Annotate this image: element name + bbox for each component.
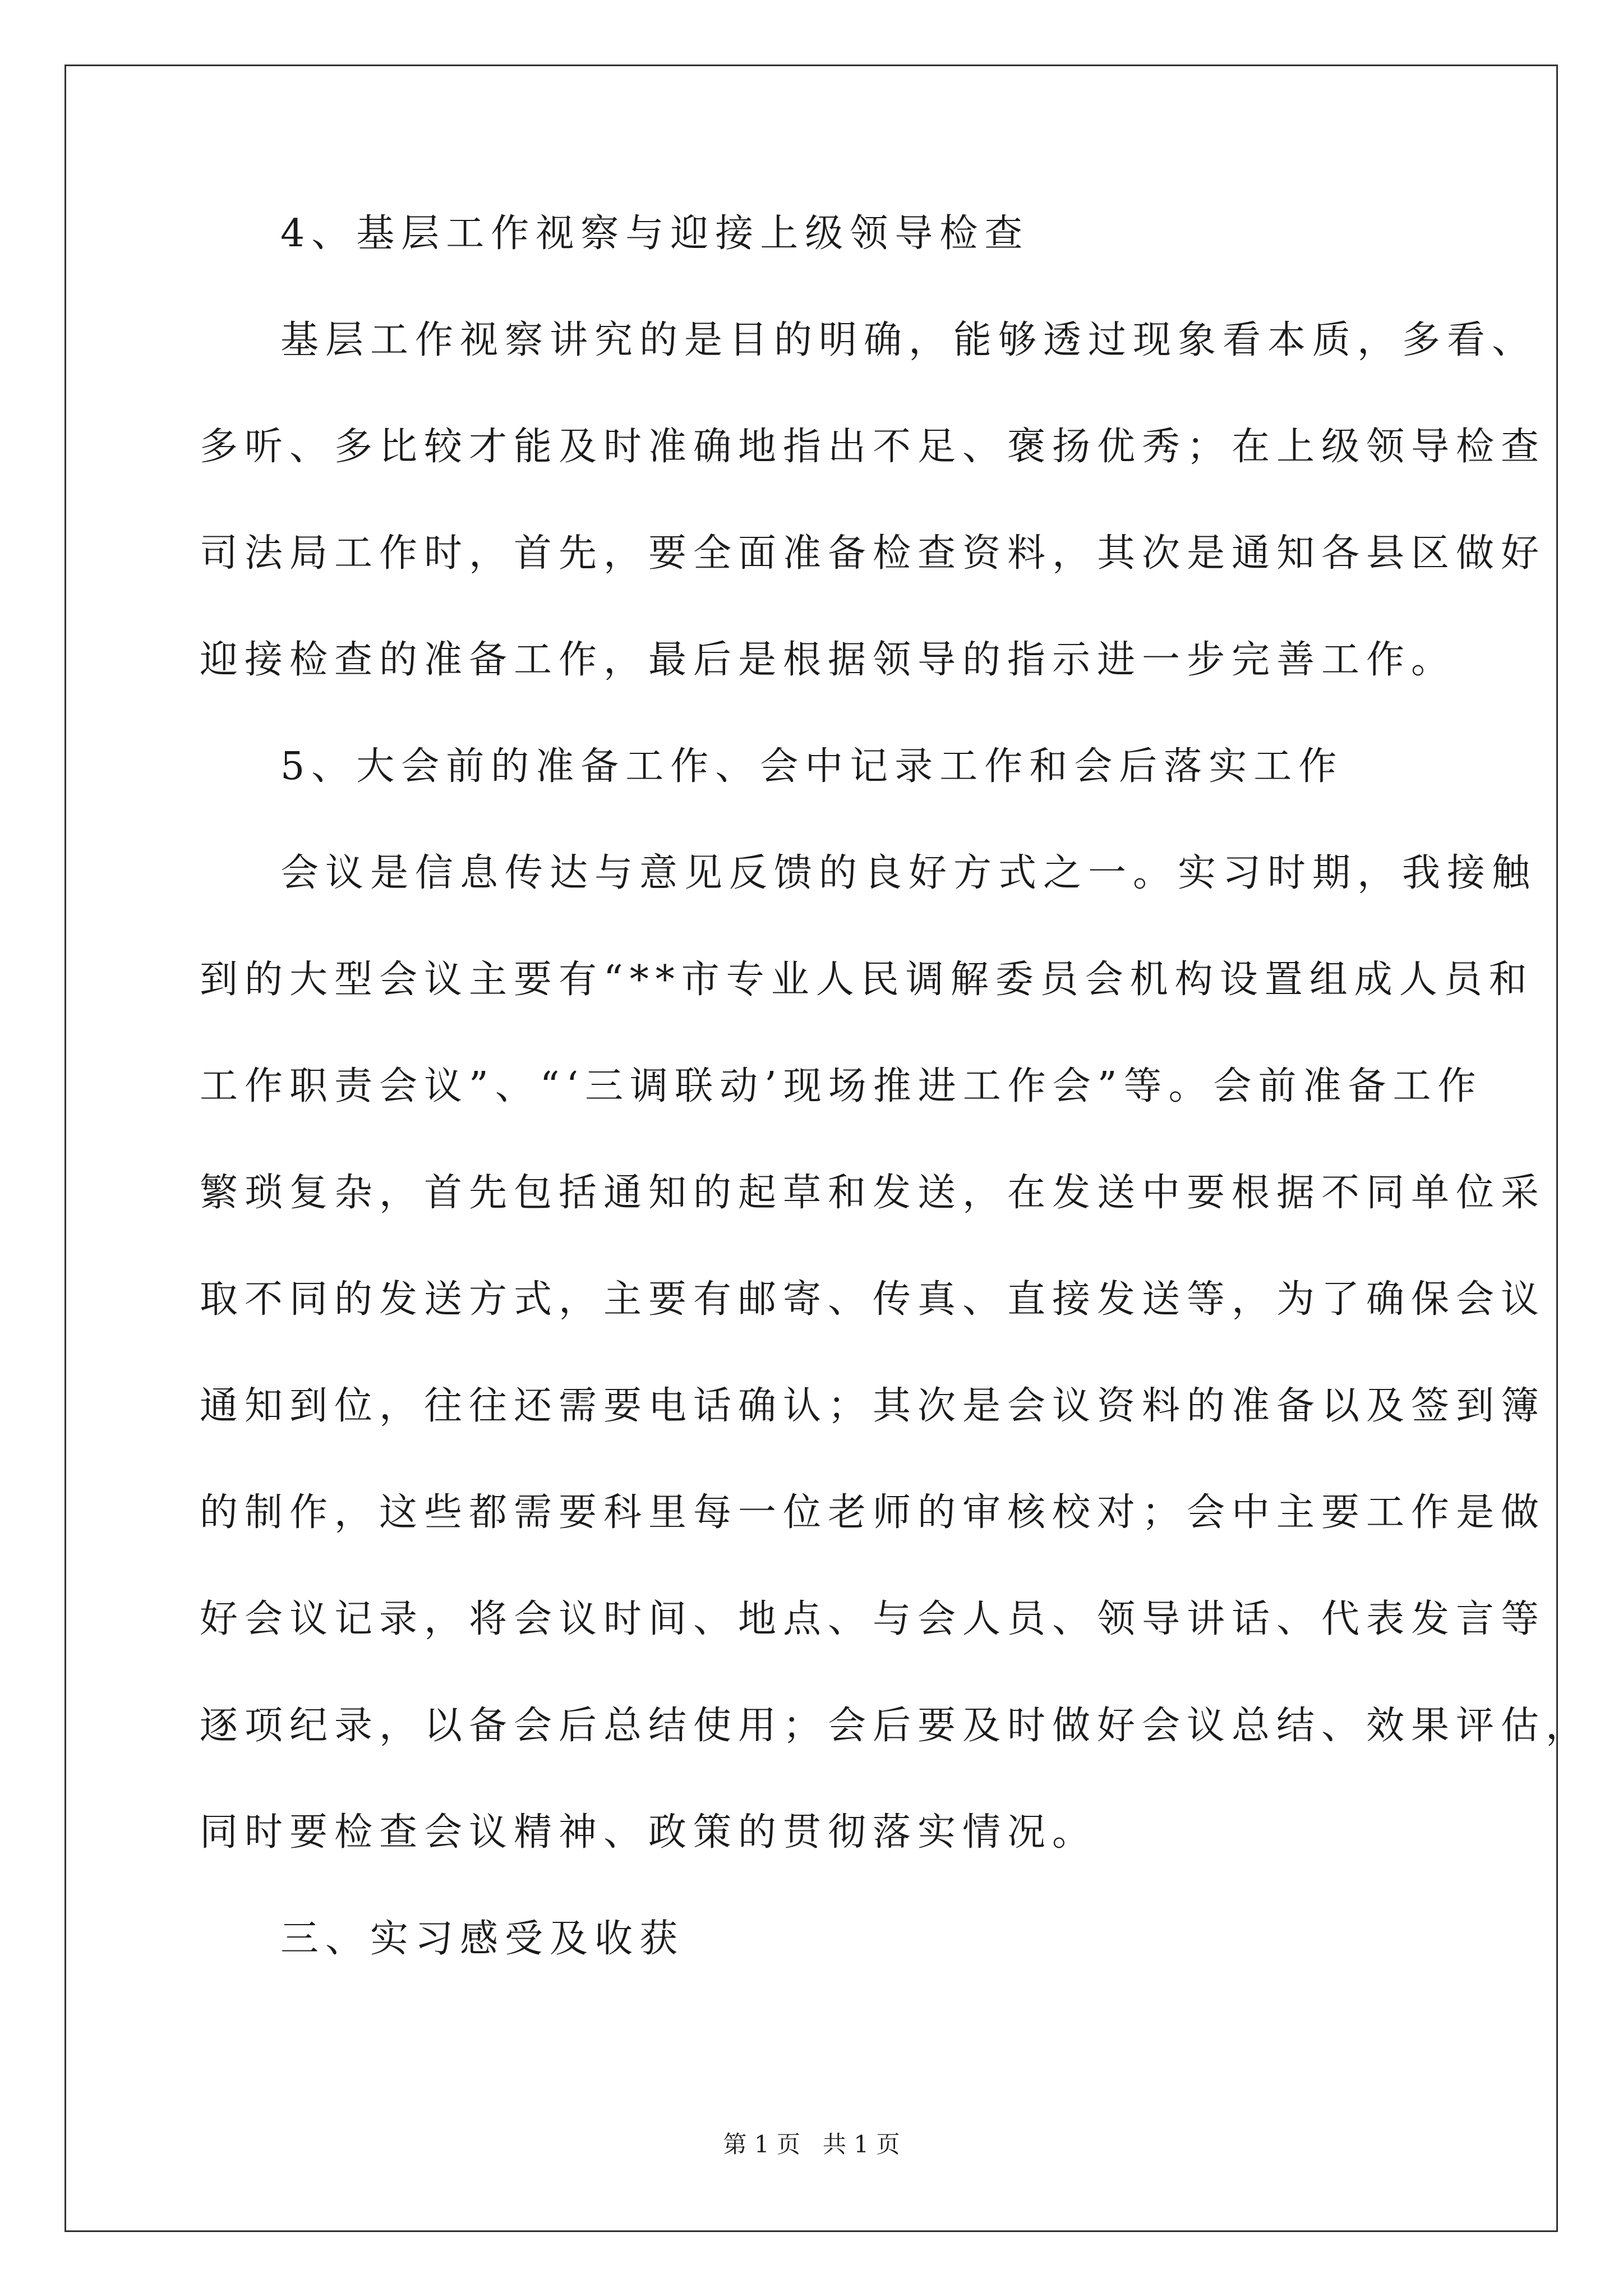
paragraph-line: 逐项纪录，以备会后总结使用；会后要及时做好会议总结、效果评估，: [200, 1704, 1591, 1748]
paragraph-line: 司法局工作时，首先，要全面准备检查资料，其次是通知各县区做好: [200, 531, 1546, 576]
paragraph-line: 基层工作视察讲究的是目的明确，能够透过现象看本质，多看、: [280, 318, 1537, 362]
paragraph-line: 同时要检查会议精神、政策的贯彻落实情况。: [200, 1810, 1098, 1855]
paragraph-line: 到的大型会议主要有“**市专业人民调解委员会机构设置组成人员和: [200, 958, 1534, 1002]
paragraph-line: 好会议记录，将会议时间、地点、与会人员、领导讲话、代表发言等: [200, 1597, 1546, 1641]
section-heading-3: 三、实习感受及收获: [280, 1917, 685, 1961]
paragraph-line: 工作职责会议”、“‘三调联动’现场推进工作会”等。会前准备工作: [200, 1064, 1483, 1108]
paragraph-line: 迎接检查的准备工作，最后是根据领导的指示进一步完善工作。: [200, 638, 1456, 682]
section-heading-4: 4、基层工作视察与迎接上级领导检查: [280, 211, 1030, 256]
paragraph-line: 多听、多比较才能及时准确地指出不足、褒扬优秀；在上级领导检查: [200, 425, 1546, 469]
paragraph-line: 取不同的发送方式，主要有邮寄、传真、直接发送等，为了确保会议: [200, 1277, 1546, 1322]
paragraph-line: 通知到位，往往还需要电话确认；其次是会议资料的准备以及签到簿: [200, 1384, 1546, 1428]
paragraph-line: 的制作，这些都需要科里每一位老师的审核校对；会中主要工作是做: [200, 1490, 1546, 1535]
paragraph-5: [200, 847, 1591, 1859]
page-footer: 第 1 页 共 1 页: [723, 2131, 900, 2158]
paragraph-4: [200, 314, 1546, 687]
document-body: [200, 208, 1591, 2019]
paragraph-line: 繁琐复杂，首先包括通知的起草和发送，在发送中要根据不同单位采: [200, 1171, 1546, 1215]
paragraph-line: 会议是信息传达与意见反馈的良好方式之一。实习时期，我接触: [280, 851, 1537, 895]
section-heading-5: 5、大会前的准备工作、会中记录工作和会后落实工作: [280, 744, 1344, 789]
